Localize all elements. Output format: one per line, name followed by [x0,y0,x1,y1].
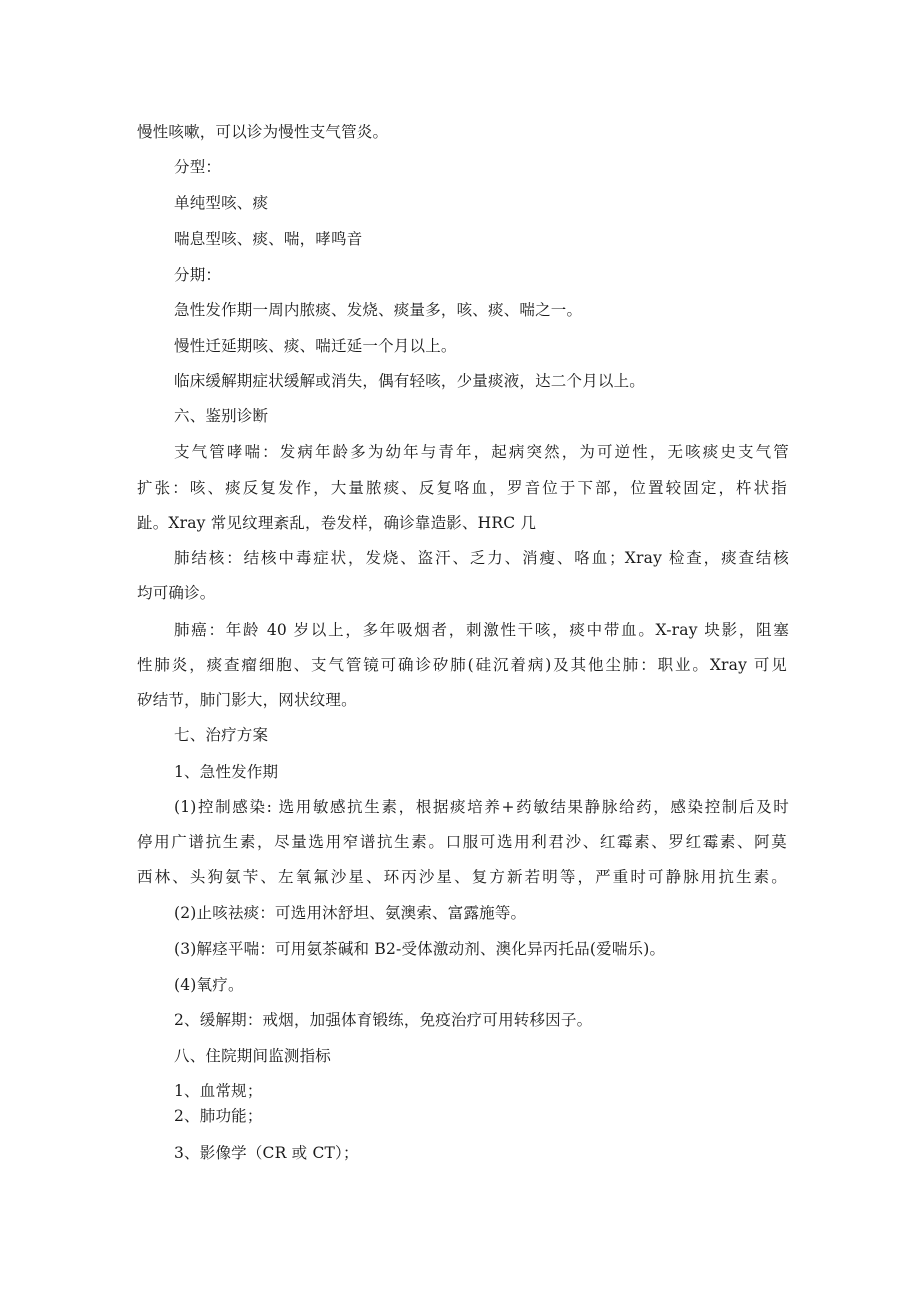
text-line: (2)止咳祛痰：可选用沐舒坦、氨澳索、富露施等。 [174,904,527,922]
text-line: 性肺炎，痰查瘤细胞、支气管镜可确诊矽肺(硅沉着病)及其他尘肺：职业。Xray 可见 [137,656,787,674]
text-line: (4)氧疗。 [174,976,244,994]
text-line: 单纯型咳、痰 [174,194,269,212]
text-line: 肺癌：年龄 40 岁以上，多年吸烟者，刺激性干咳，痰中带血。X-ray 块影，阻塞 [174,621,789,639]
section-label-types: 分型： [174,158,222,176]
text-line: 扩张：咳、痰反复发作，大量脓痰、反复咯血，罗音位于下部，位置较固定，杵状指 [137,479,787,497]
section-label-stages: 分期： [174,266,222,284]
list-item: 3、影像学（CR 或 CT）； [174,1144,359,1162]
text-line: 矽结节，肺门影大，网状纹理。 [137,691,357,709]
text-line: 喘息型咳、痰、喘，哮鸣音 [174,230,363,248]
text-line: (3)解痉平喘：可用氨茶碱和 B2-受体激动剂、澳化异丙托品(爱喘乐)。 [174,940,666,958]
text-line: 支气管哮喘：发病年龄多为幼年与青年，起病突然，为可逆性，无咳痰史支气管 [174,443,789,461]
text-line: 肺结核：结核中毒症状，发烧、盗汗、乏力、消瘦、咯血；Xray 检查，痰查结核 [174,549,789,567]
text-line: 慢性迁延期咳、痰、喘迁延一个月以上。 [174,337,457,355]
subsection-heading: 1、急性发作期 [174,763,279,781]
text-line: 西林、头狗氨苄、左氧氟沙星、环丙沙星、复方新若明等，严重时可静脉用抗生素。 [137,868,787,886]
section-heading-8: 八、住院期间监测指标 [174,1047,332,1065]
section-heading-6: 六、鉴别诊断 [174,407,269,425]
section-heading-7: 七、治疗方案 [174,726,269,744]
text-line: 临床缓解期症状缓解或消失，偶有轻咳，少量痰液，达二个月以上。 [174,372,646,390]
list-item: 2、肺功能； [174,1107,263,1125]
text-line: (1)控制感染: 选用敏感抗生素，根据痰培养+药敏结果静脉给药，感染控制后及时 [174,798,789,816]
text-line: 2、缓解期：戒烟，加强体育锻练，免疫治疗可用转移因子。 [174,1011,593,1029]
text-line: 停用广谱抗生素，尽量选用窄谱抗生素。口服可选用利君沙、红霉素、罗红霉素、阿莫 [137,833,787,851]
list-item: 1、血常规； [174,1082,263,1100]
text-line: 慢性咳嗽，可以诊为慢性支气管炎。 [137,123,389,141]
text-line: 均可确诊。 [137,584,216,602]
text-line: 急性发作期一周内脓痰、发烧、痰量多，咳、痰、喘之一。 [174,301,583,319]
text-line: 趾。Xray 常见纹理紊乱，卷发样，确诊靠造影、HRC 几 [137,514,537,532]
